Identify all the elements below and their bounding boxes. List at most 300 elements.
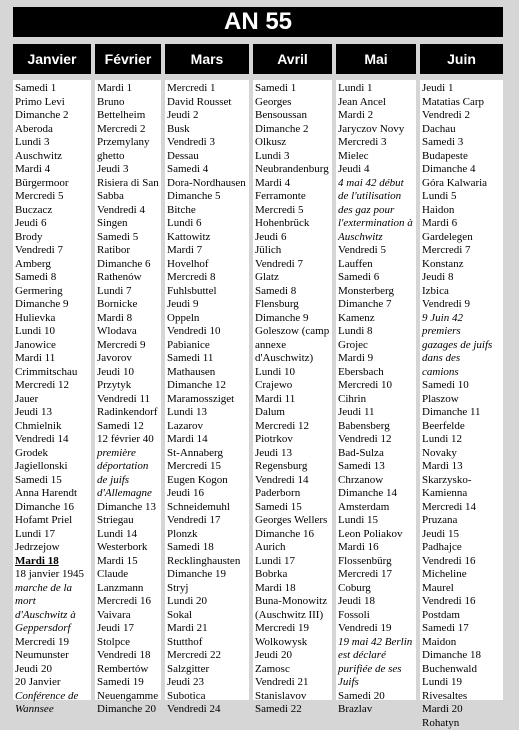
calendar-entry: Przytyk — [97, 379, 161, 393]
calendar-entry: Dimanche 14 — [338, 487, 416, 501]
calendar-entry: Samedi 11 — [167, 352, 249, 366]
calendar-entry: Mercredi 7 — [422, 244, 503, 258]
calendar-entry: Dimanche 2 — [255, 123, 332, 137]
page-title: AN 55 — [13, 7, 503, 37]
calendar-entry: Vendredi 19 — [338, 622, 416, 636]
calendar-entry: Vendredi 16 — [422, 555, 503, 569]
calendar-entry: Vaivara — [97, 609, 161, 623]
calendar-entry: Samedi 4 — [167, 163, 249, 177]
month-entries — [13, 80, 91, 700]
calendar-entry: Flensburg — [255, 298, 332, 312]
calendar-entry: Jeudi 4 — [338, 163, 416, 177]
calendar-entry: Jeudi 15 — [422, 528, 503, 542]
calendar-entry: Monsterberg — [338, 285, 416, 299]
calendar-entry: Amberg — [15, 258, 91, 272]
calendar-entry: Novaky — [422, 447, 503, 461]
calendar-entry: Jauer — [15, 393, 91, 407]
event-note: marche de la — [15, 582, 91, 596]
calendar-entry: Vendredi 16 — [422, 595, 503, 609]
calendar-entry: d'Auschwitz) — [255, 352, 332, 366]
month-column-5 — [420, 44, 503, 700]
calendar-entry: Vendredi 14 — [255, 474, 332, 488]
calendar-entry: Lundi 5 — [422, 190, 503, 204]
calendar-entry: Kattowitz — [167, 231, 249, 245]
calendar-entry: Neuengamme — [97, 690, 161, 704]
calendar-entry: Samedi 15 — [15, 474, 91, 488]
calendar-entry: Rathenów — [97, 271, 161, 285]
calendar-entry: Flossenbürg — [338, 555, 416, 569]
calendar-entry: Mathausen — [167, 366, 249, 380]
calendar-entry: Stolpce — [97, 636, 161, 650]
calendar-entry: Georges — [255, 96, 332, 110]
calendar-entry: Jeudi 6 — [255, 231, 332, 245]
calendar-entry: Bornicke — [97, 298, 161, 312]
calendar-entry: Leon Poliakov — [338, 528, 416, 542]
calendar-entry: Dessau — [167, 150, 249, 164]
calendar-entry: Goleszow (camp — [255, 325, 332, 339]
calendar-entry: Dimanche 13 — [97, 501, 161, 515]
calendar-entry: Bobrka — [255, 568, 332, 582]
calendar-entry: Dimanche 12 — [167, 379, 249, 393]
event-note: dans des — [422, 352, 503, 366]
event-note: d'Auschwitz à — [15, 609, 91, 623]
calendar-entry: Sokal — [167, 609, 249, 623]
calendar-entry: Padhajce — [422, 541, 503, 555]
event-note: 19 mai 42 Berlin — [338, 636, 416, 650]
calendar-entry: Mercredi 14 — [422, 501, 503, 515]
calendar-entry: Vendredi 17 — [167, 514, 249, 528]
calendar-entry: Dimanche 16 — [255, 528, 332, 542]
month-column-4 — [336, 44, 416, 700]
calendar-entry: Dimanche 11 — [422, 406, 503, 420]
calendar-entry: Maurel — [422, 582, 503, 596]
calendar-entry: Schneidemuhl — [167, 501, 249, 515]
calendar-entry: Mardi 9 — [338, 352, 416, 366]
calendar-entry: Hofamt Priel — [15, 514, 91, 528]
event-note: 4 mai 42 début — [338, 177, 416, 191]
calendar-entry: Dimanche 19 — [167, 568, 249, 582]
event-note: des gaz pour — [338, 204, 416, 218]
calendar-entry: Lundi 8 — [338, 325, 416, 339]
calendar-entry: Gardelegen — [422, 231, 503, 245]
calendar-entry: Micheline — [422, 568, 503, 582]
calendar-entry: Vendredi 5 — [338, 244, 416, 258]
event-note: d'Allemagne — [97, 487, 161, 501]
calendar-entry: Vendredi 14 — [15, 433, 91, 447]
calendar-entry: Mercredi 5 — [15, 190, 91, 204]
calendar-entry[interactable]: Mardi 18 — [15, 555, 91, 569]
calendar-entry: Vendredi 4 — [97, 204, 161, 218]
calendar-entry: Paderborn — [255, 487, 332, 501]
calendar-entry: Samedi 22 — [255, 703, 332, 717]
calendar-entry: Mercredi 12 — [255, 420, 332, 434]
calendar-entry: Grodek — [15, 447, 91, 461]
calendar-entry: Piotrkov — [255, 433, 332, 447]
month-header: Février — [95, 44, 161, 74]
calendar-entry: Samedi 8 — [15, 271, 91, 285]
calendar-entry: Mardi 14 — [167, 433, 249, 447]
calendar-entry: Jean Ancel — [338, 96, 416, 110]
calendar-entry: Lundi 17 — [15, 528, 91, 542]
calendar-entry: Stanislavov — [255, 690, 332, 704]
calendar-entry: Sabba — [97, 190, 161, 204]
calendar-entry: Budapeste — [422, 150, 503, 164]
event-note: première — [97, 447, 161, 461]
calendar-entry: Dimanche 4 — [422, 163, 503, 177]
calendar-entry: Lundi 12 — [422, 433, 503, 447]
calendar-entry: Rohatyn — [422, 717, 503, 730]
event-note: Conférence de — [15, 690, 91, 704]
calendar-entry: Mardi 6 — [422, 217, 503, 231]
calendar-entry: Chrzanow — [338, 474, 416, 488]
calendar-entry: Plaszow — [422, 393, 503, 407]
calendar-entry: Ratibor — [97, 244, 161, 258]
calendar-entry: Mardi 13 — [422, 460, 503, 474]
calendar-entry: Brody — [15, 231, 91, 245]
month-header: Janvier — [13, 44, 91, 74]
calendar-entry: Samedi 1 — [15, 82, 91, 96]
calendar-entry: Mardi 11 — [255, 393, 332, 407]
calendar-entry: Jeudi 16 — [167, 487, 249, 501]
calendar-entry: Lundi 3 — [15, 136, 91, 150]
calendar-entry: Bruno — [97, 96, 161, 110]
calendar-entry: Dimanche 9 — [15, 298, 91, 312]
event-note: est déclaré — [338, 649, 416, 663]
calendar-entry: Bad-Sulza — [338, 447, 416, 461]
calendar-entry: Jedrzejow — [15, 541, 91, 555]
calendar-entry: Jeudi 18 — [338, 595, 416, 609]
calendar-entry: Fossoli — [338, 609, 416, 623]
calendar-entry: Mardi 15 — [97, 555, 161, 569]
calendar-entry: Lundi 17 — [255, 555, 332, 569]
calendar-entry: Samedi 15 — [255, 501, 332, 515]
calendar-entry: Mercredi 16 — [97, 595, 161, 609]
calendar-entry: Samedi 17 — [422, 622, 503, 636]
month-header: Juin — [420, 44, 503, 74]
calendar-entry: Vendredi 9 — [422, 298, 503, 312]
calendar-entry: Mercredi 22 — [167, 649, 249, 663]
calendar-entry: Mardi 7 — [167, 244, 249, 258]
calendar-entry: Jeudi 13 — [15, 406, 91, 420]
calendar-entry: Skarzysko- — [422, 474, 503, 488]
calendar-entry: Zamosc — [255, 663, 332, 677]
calendar-entry: Vendredi 24 — [167, 703, 249, 717]
calendar-entry: Dimanche 5 — [167, 190, 249, 204]
calendar-entry: Beerfelde — [422, 420, 503, 434]
calendar-entry: Lazarov — [167, 420, 249, 434]
calendar-entry: Risiera di San — [97, 177, 161, 191]
calendar-entry: Lundi 20 — [167, 595, 249, 609]
calendar-entry: Plonzk — [167, 528, 249, 542]
calendar-entry: Babensberg — [338, 420, 416, 434]
calendar-entry: Dimanche 20 — [97, 703, 161, 717]
month-entries — [253, 80, 332, 700]
calendar-entry: Jeudi 6 — [15, 217, 91, 231]
calendar-entry: Mercredi 9 — [97, 339, 161, 353]
calendar-entry: Jeudi 20 — [15, 663, 91, 677]
calendar-entry: Jülich — [255, 244, 332, 258]
calendar-entry: Mercredi 15 — [167, 460, 249, 474]
event-note: gazages de juifs — [422, 339, 503, 353]
calendar-entry: Mercredi 1 — [167, 82, 249, 96]
calendar-entry: Amsterdam — [338, 501, 416, 515]
calendar-entry: Izbica — [422, 285, 503, 299]
calendar-entry: Olkusz — [255, 136, 332, 150]
calendar-entry: Jeudi 10 — [97, 366, 161, 380]
calendar-entry: Samedi 3 — [422, 136, 503, 150]
calendar-entry: Claude — [97, 568, 161, 582]
calendar-entry: Crajewo — [255, 379, 332, 393]
calendar-entry: Buczacz — [15, 204, 91, 218]
calendar-entry: Góra Kalwaria — [422, 177, 503, 191]
month-entries — [165, 80, 249, 700]
calendar-entry: Primo Levi — [15, 96, 91, 110]
calendar-entry: Germering — [15, 285, 91, 299]
calendar-entry: Pruzana — [422, 514, 503, 528]
calendar-entry: Samedi 1 — [255, 82, 332, 96]
calendar-entry: Lundi 6 — [167, 217, 249, 231]
calendar-entry: Janowice — [15, 339, 91, 353]
month-column-2 — [165, 44, 249, 700]
calendar-entry: Mercredi 5 — [255, 204, 332, 218]
calendar-entry: Lanzmann — [97, 582, 161, 596]
calendar-entry: Samedi 20 — [338, 690, 416, 704]
calendar-entry: Salzgitter — [167, 663, 249, 677]
calendar-entry: Bitche — [167, 204, 249, 218]
calendar-entry: Aberoda — [15, 123, 91, 137]
calendar-entry: Lundi 10 — [15, 325, 91, 339]
calendar-entry: Mardi 20 — [422, 703, 503, 717]
calendar-entry: Mardi 1 — [97, 82, 161, 96]
calendar-entry: Samedi 6 — [338, 271, 416, 285]
calendar-entry: Vendredi 7 — [15, 244, 91, 258]
calendar-entry: Mercredi 19 — [255, 622, 332, 636]
calendar-entry: Samedi 13 — [338, 460, 416, 474]
calendar-entry: Ferramonte — [255, 190, 332, 204]
calendar-entry: Vendredi 7 — [255, 258, 332, 272]
event-note: Wannsee — [15, 703, 91, 717]
calendar-entry: Aurich — [255, 541, 332, 555]
calendar-entry: Ebersbach — [338, 366, 416, 380]
calendar-entry: Regensburg — [255, 460, 332, 474]
calendar-entry: Hohenbrück — [255, 217, 332, 231]
calendar-entry: annexe — [255, 339, 332, 353]
calendar-entry: Lundi 7 — [97, 285, 161, 299]
calendar-entry: 12 février 40 — [97, 433, 161, 447]
calendar-entry: Mercredi 10 — [338, 379, 416, 393]
calendar-entry: Dimanche 16 — [15, 501, 91, 515]
calendar-entry: Mardi 21 — [167, 622, 249, 636]
calendar-entry: Mardi 4 — [15, 163, 91, 177]
calendar-entry: Glatz — [255, 271, 332, 285]
calendar-entry: Crimmitschau — [15, 366, 91, 380]
calendar-entry: Westerbork — [97, 541, 161, 555]
calendar-entry: Kamienna — [422, 487, 503, 501]
calendar-entry: Jeudi 3 — [97, 163, 161, 177]
calendar-entry: Jeudi 11 — [338, 406, 416, 420]
month-entries — [336, 80, 416, 700]
calendar-entry: Jeudi 1 — [422, 82, 503, 96]
calendar-entry: Samedi 12 — [97, 420, 161, 434]
calendar-entry: Postdam — [422, 609, 503, 623]
calendar-entry: Rivesaltes — [422, 690, 503, 704]
calendar-entry: Hulievka — [15, 312, 91, 326]
calendar-entry: Konstanz — [422, 258, 503, 272]
month-entries — [95, 80, 161, 700]
calendar-entry: Dimanche 6 — [97, 258, 161, 272]
calendar-entry: 18 janvier 1945 — [15, 568, 91, 582]
calendar-entry: Mercredi 17 — [338, 568, 416, 582]
calendar-entry: Vendredi 12 — [338, 433, 416, 447]
calendar-entry: Mercredi 3 — [338, 136, 416, 150]
calendar-entry: Striegau — [97, 514, 161, 528]
calendar-entry: Dachau — [422, 123, 503, 137]
month-entries — [420, 80, 503, 700]
calendar-entry: Jeudi 20 — [255, 649, 332, 663]
calendar-entry: Brazlav — [338, 703, 416, 717]
calendar-entry: St-Annaberg — [167, 447, 249, 461]
calendar-entry: Mardi 16 — [338, 541, 416, 555]
calendar-entry: Przemylany — [97, 136, 161, 150]
month-column-0 — [13, 44, 91, 700]
calendar-entry: Eugen Kogon — [167, 474, 249, 488]
calendar-entry: Javorov — [97, 352, 161, 366]
calendar-entry: Subotica — [167, 690, 249, 704]
month-header: Avril — [253, 44, 332, 74]
calendar-entry: Mardi 18 — [255, 582, 332, 596]
calendar-entry: Jeudi 17 — [97, 622, 161, 636]
calendar-entry: Lundi 13 — [167, 406, 249, 420]
calendar-entry: Mercredi 19 — [15, 636, 91, 650]
event-note: 9 Juin 42 — [422, 312, 503, 326]
calendar-entry: Samedi 10 — [422, 379, 503, 393]
calendar-entry: Lundi 19 — [422, 676, 503, 690]
event-note: de l'utilisation — [338, 190, 416, 204]
calendar-entry: Dimanche 7 — [338, 298, 416, 312]
calendar-entry: Mardi 11 — [15, 352, 91, 366]
event-note: purifiée de ses — [338, 663, 416, 677]
calendar-entry: Lundi 10 — [255, 366, 332, 380]
calendar-entry: Dora-Nordhausen — [167, 177, 249, 191]
calendar-entry: Wlodava — [97, 325, 161, 339]
calendar-entry: Vendredi 3 — [167, 136, 249, 150]
event-note: de juifs — [97, 474, 161, 488]
calendar-entry: Vendredi 10 — [167, 325, 249, 339]
calendar-entry: ghetto — [97, 150, 161, 164]
event-note: Juifs — [338, 676, 416, 690]
calendar-entry: Fuhlsbuttel — [167, 285, 249, 299]
calendar-entry: Jeudi 23 — [167, 676, 249, 690]
calendar-entry: Mercredi 12 — [15, 379, 91, 393]
calendar-entry: Radinkendorf — [97, 406, 161, 420]
calendar-entry: Grojec — [338, 339, 416, 353]
calendar-entry: Vendredi 2 — [422, 109, 503, 123]
calendar-entry: Dimanche 2 — [15, 109, 91, 123]
calendar-entry: Dimanche 18 — [422, 649, 503, 663]
calendar-entry: Buchenwald — [422, 663, 503, 677]
calendar-entry: Jeudi 8 — [422, 271, 503, 285]
calendar-entry: Bensoussan — [255, 109, 332, 123]
calendar-entry: (Auschwitz III) — [255, 609, 332, 623]
calendar-entry: Lundi 1 — [338, 82, 416, 96]
calendar-entry: Maidon — [422, 636, 503, 650]
calendar-entry: Vendredi 11 — [97, 393, 161, 407]
calendar-entry: Jeudi 13 — [255, 447, 332, 461]
calendar-entry: Mielec — [338, 150, 416, 164]
calendar-entry: Buna-Monowitz — [255, 595, 332, 609]
event-note: Geppersdorf — [15, 622, 91, 636]
month-header: Mai — [336, 44, 416, 74]
calendar-entry: Neubrandenburg — [255, 163, 332, 177]
calendar-entry: Chmielnik — [15, 420, 91, 434]
calendar-entry: Mercredi 8 — [167, 271, 249, 285]
calendar-entry: Busk — [167, 123, 249, 137]
calendar-entry: Haidon — [422, 204, 503, 218]
calendar-entry: Mercredi 2 — [97, 123, 161, 137]
calendar-entry: Auschwitz — [15, 150, 91, 164]
calendar-entry: Vendredi 21 — [255, 676, 332, 690]
calendar-entry: Samedi 5 — [97, 231, 161, 245]
calendar-entry: Mardi 8 — [97, 312, 161, 326]
calendar-entry: Hovelhof — [167, 258, 249, 272]
calendar-entry: Jaryczov Novy — [338, 123, 416, 137]
calendar-entry: Anna Harendt — [15, 487, 91, 501]
calendar-entry: Dimanche 9 — [255, 312, 332, 326]
month-header: Mars — [165, 44, 249, 74]
calendar-entry: Oppeln — [167, 312, 249, 326]
event-note: déportation — [97, 460, 161, 474]
event-note: camions — [422, 366, 503, 380]
calendar-entry: Bettelheim — [97, 109, 161, 123]
calendar-entry: Mardi 4 — [255, 177, 332, 191]
calendar-entry: Samedi 8 — [255, 285, 332, 299]
calendar-entry: Stutthof — [167, 636, 249, 650]
calendar-entry: Samedi 18 — [167, 541, 249, 555]
event-note: premiers — [422, 325, 503, 339]
calendar-entry: Dalum — [255, 406, 332, 420]
calendar-entry: 20 Janvier — [15, 676, 91, 690]
month-column-1 — [95, 44, 161, 700]
calendar-entry: Lundi 3 — [255, 150, 332, 164]
calendar-entry: Vendredi 18 — [97, 649, 161, 663]
calendar-entry: Lundi 15 — [338, 514, 416, 528]
calendar-entry: Jagiellonski — [15, 460, 91, 474]
calendar-entry: Rembertów — [97, 663, 161, 677]
calendar-entry: Mardi 2 — [338, 109, 416, 123]
calendar-entry: Recklinghausten — [167, 555, 249, 569]
month-column-3 — [253, 44, 332, 700]
calendar-entry: Matatias Carp — [422, 96, 503, 110]
calendar-entry: Jeudi 2 — [167, 109, 249, 123]
calendar-entry: Lundi 14 — [97, 528, 161, 542]
calendar-entry: Cihrin — [338, 393, 416, 407]
calendar-entry: Kamenz — [338, 312, 416, 326]
calendar-entry: Singen — [97, 217, 161, 231]
calendar-entry: Wolkowysk — [255, 636, 332, 650]
calendar-entry: David Rousset — [167, 96, 249, 110]
calendar-entry: Stryj — [167, 582, 249, 596]
calendar-entry: Bürgermoor — [15, 177, 91, 191]
event-note: l'extermination à — [338, 217, 416, 231]
calendar-entry: Jeudi 9 — [167, 298, 249, 312]
event-note: mort — [15, 595, 91, 609]
calendar-entry: Maramossziget — [167, 393, 249, 407]
calendar-entry: Georges Wellers — [255, 514, 332, 528]
calendar-entry: Coburg — [338, 582, 416, 596]
event-note: Auschwitz — [338, 231, 416, 245]
calendar-entry: Pabianice — [167, 339, 249, 353]
calendar-entry: Lauffen — [338, 258, 416, 272]
